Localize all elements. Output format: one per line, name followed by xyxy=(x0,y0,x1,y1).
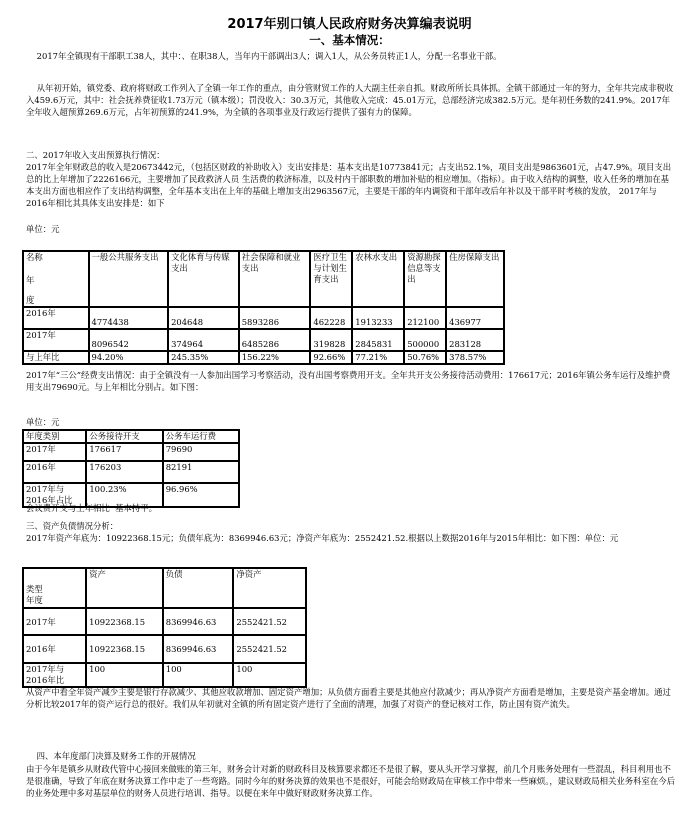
table-cell: 100 xyxy=(86,663,163,687)
row-label: 2016年 xyxy=(23,635,86,663)
table-header-corner xyxy=(23,568,86,608)
table-cell: 82191 xyxy=(163,461,239,483)
table-cell: 176617 xyxy=(86,443,162,461)
table-cell: 156.22% xyxy=(239,351,311,364)
section-heading-basic: 一、基本情况： xyxy=(309,33,390,47)
table-row xyxy=(23,307,504,329)
row-label: 2017年与2016年占比 xyxy=(23,483,86,507)
column-header: 农林水支出 xyxy=(352,251,404,307)
table-row xyxy=(23,635,306,663)
paragraph-assets: 2017年资产年底为：10922368.15元；负债年底为：8369946.63元；净资产年底为：2552421.52.根据以上数据2016年与2015年相比：如下图：单位：元 xyxy=(26,533,619,543)
table-cell: 2845831 xyxy=(352,329,404,351)
table-cell: 319828 xyxy=(310,329,352,351)
table-cell: 92.66% xyxy=(310,351,352,364)
table-cell: 96.96% xyxy=(163,483,239,507)
table-row xyxy=(23,329,504,351)
table-cell: 245.35% xyxy=(168,351,239,364)
row-label: 2017年 xyxy=(23,329,89,351)
header-label-year: 年 xyxy=(26,275,35,285)
table-cell: 8369946.63 xyxy=(163,608,234,635)
row-label: 2016年 xyxy=(23,461,86,483)
row-label: 与上年比 xyxy=(23,351,89,364)
section-heading-assets: 三、资产负债情况分析： xyxy=(26,521,119,531)
paragraph-asset-analysis: 从资产中看全年资产减少主要是银行存款减少、其他应收款增加、固定资产增加；从负债方面看主要是其他应付款减少；再从净资产方面看是增加，主要是资产基金增加。通过分析比较2017年的资产运行总的很好。我们从年初就对全镇的所有固定资产进行了全面的清理，加强了对资产的登记核对工作，防止国有资产流失。 xyxy=(26,687,671,709)
unit-label-1: 单位：元 xyxy=(26,224,60,234)
row-label: 2017年与2016年比 xyxy=(23,663,86,687)
table-cell: 79690 xyxy=(163,443,239,461)
table-row xyxy=(23,461,239,483)
column-header: 一般公共服务支出 xyxy=(89,251,169,307)
assets-table xyxy=(22,567,307,688)
column-header: 社会保障和就业支出 xyxy=(239,251,311,307)
table-cell: 100.23% xyxy=(86,483,162,507)
table-cell: 77.21% xyxy=(352,351,404,364)
table-cell: 2552421.52 xyxy=(233,608,306,635)
column-header: 住房保障支出 xyxy=(446,251,504,307)
column-header: 公务车运行费 xyxy=(163,430,239,443)
paragraph-three-public: 2017年“三公”经费支出情况：由于全镇没有一人参加出国学习考察活动，没有出国考察费用开支。全年共开支公务接待活动费用：176617元；2016年镇公务车运行及维护费用支出79690元。与上年相比分别占。如下图： xyxy=(26,370,671,392)
table-cell: 204648 xyxy=(168,307,239,329)
document-title: 2017年别口镇人民政府财务决算编表说明 xyxy=(227,17,472,32)
paragraph-staff: 2017年全镇现有干部职工38人，其中：、在职38人，当年内干部调出3人；调入1人，从公务员转正1人，分配一名事业干部。 xyxy=(26,51,502,61)
table-cell: 8096542 xyxy=(89,329,169,351)
table-cell: 100 xyxy=(233,663,306,687)
expenditure-table xyxy=(22,250,505,365)
table-cell: 10922368.15 xyxy=(86,608,163,635)
header-label-type: 类型 xyxy=(26,584,43,594)
table-row xyxy=(23,663,306,687)
paragraph-meeting-fees: 会议费开支与上年相比 基本持平。 xyxy=(26,503,157,513)
table-row xyxy=(23,608,306,635)
column-header: 负债 xyxy=(163,568,234,608)
column-header: 年度类别 xyxy=(23,430,86,443)
header-label-degree: 度 xyxy=(26,295,35,305)
unit-label-2: 单位：元 xyxy=(26,417,60,427)
table-cell: 100 xyxy=(163,663,234,687)
table-row xyxy=(23,351,504,364)
table-cell: 462228 xyxy=(310,307,352,329)
table-cell: 176203 xyxy=(86,461,162,483)
table-cell: 94.20% xyxy=(89,351,169,364)
column-header: 资产 xyxy=(86,568,163,608)
table-cell: 500000 xyxy=(404,329,446,351)
row-label: 2016年 xyxy=(23,307,89,329)
three-public-table xyxy=(22,429,240,508)
table-cell: 436977 xyxy=(446,307,504,329)
column-header: 净资产 xyxy=(233,568,306,608)
header-label-name: 名称 xyxy=(26,252,43,262)
table-cell: 6485286 xyxy=(239,329,311,351)
table-cell: 2552421.52 xyxy=(233,635,306,663)
table-cell: 212100 xyxy=(404,307,446,329)
row-label: 2017年 xyxy=(23,443,86,461)
table-cell: 4774438 xyxy=(89,307,169,329)
table-cell: 1913233 xyxy=(352,307,404,329)
column-header: 医疗卫生与计划生育支出 xyxy=(310,251,352,307)
column-header: 资源勘探信息等支出 xyxy=(404,251,446,307)
paragraph-final-accounts: 由于今年是镇乡从财政代管中心接回来做账的第三年，财务会计对新的财政科目及核算要求都还不是很了解，要从头开学习掌握，前几个月账务处理有一些混乱，科目利用也不是很准确，导致了年底在财务决算工作中走了一些弯路。同时今年的财务决算的效果也不是很好，可能会给财政局在审核工作中带来一些麻烦。，建议财政局相关业务科室在今后的业务处理中多对基层单位的财务人员进行培训、指导。以便在来年中做好财政财务决算工作。 xyxy=(26,764,676,798)
column-header: 文化体育与传媒支出 xyxy=(168,251,239,307)
section-heading-budget: 二、2017年收入支出预算执行情况： xyxy=(26,150,165,160)
header-label-year: 年度 xyxy=(26,595,43,605)
table-cell: 10922368.15 xyxy=(86,635,163,663)
table-cell: 50.76% xyxy=(404,351,446,364)
table-cell: 8369946.63 xyxy=(163,635,234,663)
table-row xyxy=(23,443,239,461)
column-header: 公务接待开支 xyxy=(86,430,162,443)
table-cell: 5893286 xyxy=(239,307,311,329)
table-cell: 283128 xyxy=(446,329,504,351)
section-heading-final-accounts: 四、本年度部门决算及财务工作的开展情况 xyxy=(26,751,196,761)
paragraph-budget: 2017年全年财政总的收入是20673442元，（包括区财政的补助收入）支出安排是：基本支出是10773841元；占支出52.1%，项目支出是9863601元，占47.9%。项目支出总的比上年增加了2226166元，主要增加了民政救济人员 生活费的救济标准，以及村内干部职数的增加补贴的相应增加。（指标）。由于收入结构的调整，收入任务的增加在基本支出方面也相应作了支出结构调整，全年基本支出在上年的基础上增加支出2963567元，主要是干部的年内调资和干部年改后年补以及干部平时考核的发放， 2017年与2016年相比其具体支出安排是：如下 xyxy=(26,162,672,208)
row-label: 2017年 xyxy=(23,608,86,635)
paragraph-revenue: 从年初开始，镇党委、政府将财政工作列入了全镇一年工作的重点，由分管财贸工作的人大副主任亲自抓。财政所所长具体抓。全镇干部通过一年的努力，全年共完成非税收入459.6万元，其中：社会抚养费征收1.73万元（镇本级）；罚没收入：30.3万元，其他收入完成：45.01万元，总部经济完成382.5万元。是年初任务数的241.9%。2017年全年收入超预算269.6万元，占年初预算的241.9%，为全镇的各项事业及行政运行提供了强有力的保障。 xyxy=(26,83,674,117)
table-header-corner xyxy=(23,251,89,307)
table-cell: 378.57% xyxy=(446,351,504,364)
table-cell: 374964 xyxy=(168,329,239,351)
